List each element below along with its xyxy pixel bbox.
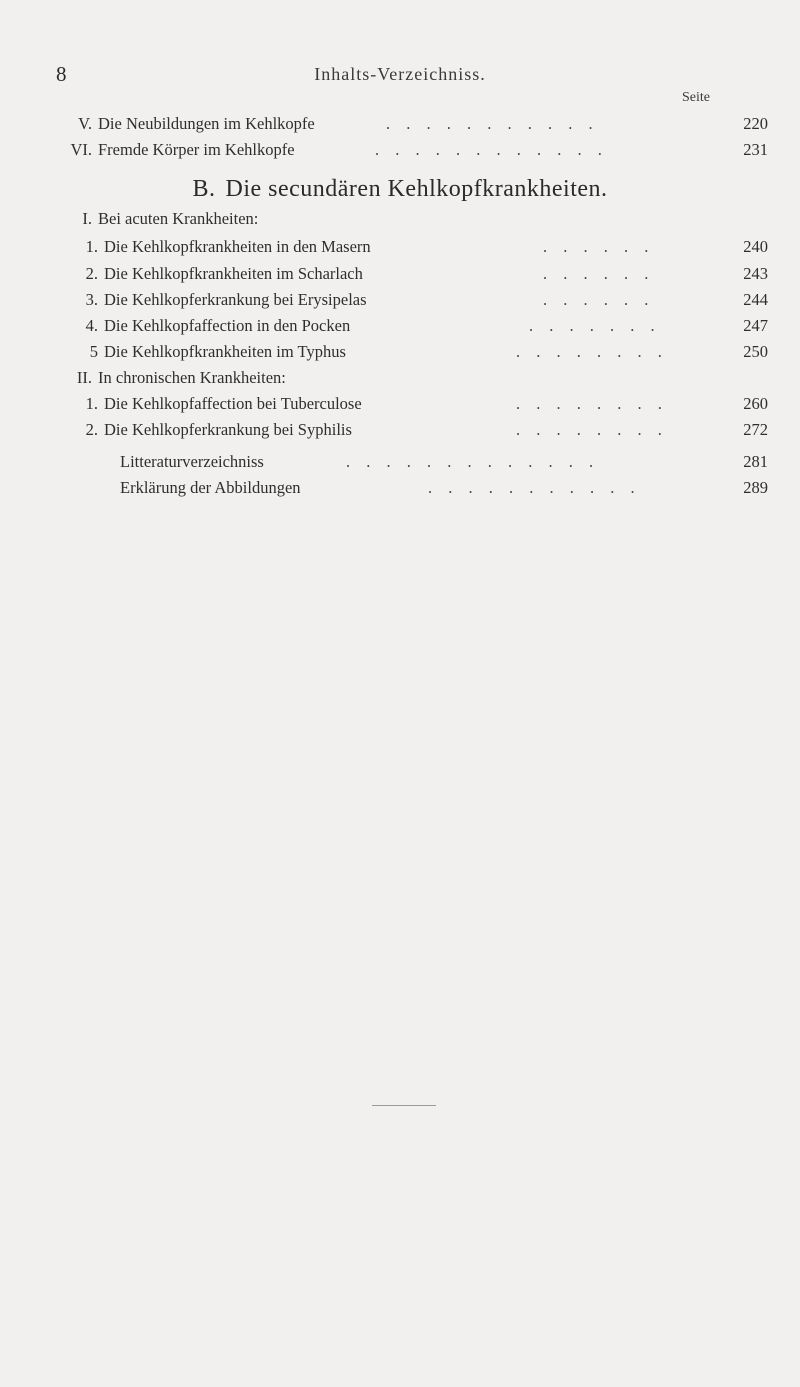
toc-entry-leader: . . . . . . . [529,316,661,335]
toc-entry-title: Fremde Körper im Kehlkopfe [98,140,295,159]
toc-entry-numeral: VI. [70,140,92,159]
toc-entry-leader: . . . . . . . . [516,342,668,361]
toc-entry-numeral: V. [78,114,92,133]
toc-entry[interactable] [56,139,776,161]
toc-entry-number: 1. [85,237,98,256]
toc-entry[interactable] [56,263,776,285]
toc-entry-page: 244 [743,290,768,309]
running-head [56,62,744,90]
toc-entry-title: Die Kehlkopferkrankung bei Erysipelas [104,290,367,309]
toc-entry-leader: . . . . . . . . . . . [428,478,641,497]
toc-entry-page: 240 [743,237,768,256]
toc-entry[interactable] [56,341,776,363]
closing-rule [372,1105,436,1106]
toc-entry[interactable] [56,236,776,258]
toc-entry-number: 3. [85,290,98,309]
toc-group-heading [56,208,776,230]
toc-entry-number: 2. [85,420,98,439]
toc-entry-page: 220 [743,114,768,133]
toc-entry-number: 4. [85,316,98,335]
toc-entry-page: 231 [743,140,768,159]
running-title: Inhalts-Verzeichniss. [314,64,486,84]
toc-entry[interactable] [56,451,776,473]
toc-entry-number: 5 [89,342,98,361]
toc-entry-leader: . . . . . . . . . . . . [375,140,608,159]
toc-entry-title: Die Kehlkopfkrankheiten im Typhus [104,342,346,361]
section-label: B. [192,176,216,202]
toc-entry-leader: . . . . . . [543,264,655,283]
toc-entry-leader: . . . . . . [543,290,655,309]
toc-entry-leader: . . . . . . . . . . . . . [346,452,600,471]
toc-entry-leader: . . . . . . . . [516,420,668,439]
toc-entry-number: 1. [85,394,98,413]
toc-group-numeral: I. [82,209,92,228]
toc-entry-title: Die Kehlkopfkrankheiten im Scharlach [104,264,363,283]
toc-entry[interactable] [56,393,776,415]
toc-group-heading [56,367,776,389]
toc-entry-leader: . . . . . . . . [516,394,668,413]
toc-entry[interactable] [56,419,776,441]
page-number: 8 [56,62,67,86]
section-title: Die secundären Kehlkopfkrankheiten. [225,176,608,202]
section-heading [0,176,800,203]
toc-entry-page: 247 [743,316,768,335]
toc-entry-title: Die Kehlkopfaffection in den Pocken [104,316,351,335]
toc-entry-number: 2. [85,264,98,283]
toc-group-title: In chronischen Krankheiten: [98,368,286,387]
toc-entry[interactable] [56,289,776,311]
toc-group-title: Bei acuten Krankheiten: [98,209,259,228]
toc-entry[interactable] [56,113,776,135]
toc-entry-page: 272 [743,420,768,439]
toc-entry-title: Die Neubildungen im Kehlkopfe [98,114,315,133]
toc-entry-page: 243 [743,264,768,283]
toc-entry[interactable] [56,477,776,499]
toc-entry-page: 289 [743,478,768,497]
toc-entry-title: Die Kehlkopfkrankheiten in den Masern [104,237,371,256]
toc-entry-page: 250 [743,342,768,361]
toc-entry-title: Litteraturverzeichniss [120,452,264,471]
toc-entry[interactable] [56,315,776,337]
toc-entry-title: Die Kehlkopfaffection bei Tuberculose [104,394,362,413]
toc-entry-page: 281 [743,452,768,471]
page-column-label: Seite [682,90,710,105]
toc-entry-leader: . . . . . . [543,237,655,256]
toc-entry-page: 260 [743,394,768,413]
toc-entry-title: Erklärung der Abbildungen [120,478,301,497]
toc-group-numeral: II. [76,368,92,387]
toc-entry-title: Die Kehlkopferkrankung bei Syphilis [104,420,352,439]
toc-entry-leader: . . . . . . . . . . . [386,114,599,133]
